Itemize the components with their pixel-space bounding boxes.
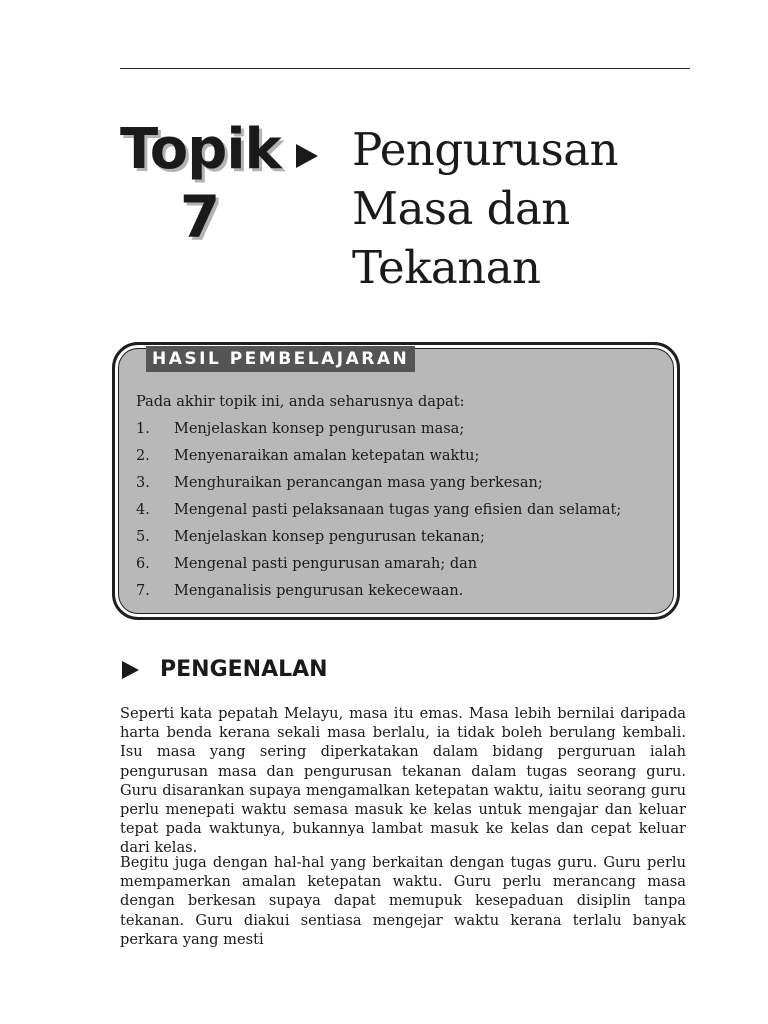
outcome-text: Menjelaskan konsep pengurusan tekanan; (174, 529, 485, 545)
body-paragraph: Seperti kata pepatah Melayu, masa itu emas. Masa lebih bernilai daripada harta benda kerana sekali masa berlalu, ia tidak boleh berulang kembali. Isu masa yang sering diperkatakan dalam bidang perguruan ialah pengurusan masa dan pengurusan tekanan dalam tugas seorang guru. Guru disarankan supaya mengamalkan ketepatan waktu, iaitu seorang guru perlu menepati waktu semasa masuk ke kelas untuk mengajar dan keluar tepat pada waktunya, bukannya lambat masuk ke kelas dan cepat keluar dari kelas. (120, 705, 686, 857)
outcome-text: Menjelaskan konsep pengurusan masa; (174, 421, 465, 437)
outcome-item (136, 419, 621, 446)
topic-word: Topik (120, 117, 281, 182)
outcome-text: Mengenal pasti pengurusan amarah; dan (174, 556, 478, 572)
outcome-text: Menghuraikan perancangan masa yang berkesan; (174, 475, 543, 491)
outcome-text: Mengenal pasti pelaksanaan tugas yang efisien dan selamat; (174, 502, 622, 518)
learning-outcomes-list (136, 419, 621, 608)
outcome-number: 5. (136, 529, 150, 545)
top-rule (120, 68, 690, 69)
outcome-text: Menyenaraikan amalan ketepatan waktu; (174, 448, 480, 464)
section-arrow-icon (122, 661, 139, 679)
outcome-number: 1. (136, 421, 150, 437)
outcome-number: 6. (136, 556, 150, 572)
page-title (352, 120, 752, 297)
outcome-item (136, 500, 621, 527)
outcome-number: 7. (136, 583, 150, 599)
topic-label (120, 118, 280, 252)
title-arrow-icon (296, 144, 318, 168)
learning-outcomes-heading: HASIL PEMBELAJARAN (146, 346, 415, 372)
outcome-number: 3. (136, 475, 150, 491)
body-paragraph: Begitu juga dengan hal-hal yang berkaitan dengan tugas guru. Guru perlu mempamerkan amalan ketepatan waktu. Guru perlu merancang masa dengan berkesan supaya dapat memupuk kesepaduan disiplin tanpa tekanan. Guru diakui sentiasa mengejar waktu kerana terlalu banyak perkara yang mesti (120, 854, 686, 948)
outcome-item (136, 581, 621, 608)
topic-number: 7 (179, 183, 221, 251)
outcome-number: 4. (136, 502, 150, 518)
title-line: Pengurusan (352, 123, 619, 176)
title-line: Masa dan (352, 182, 570, 235)
section-heading: PENGENALAN (160, 657, 328, 682)
outcome-text: Menganalisis pengurusan kekecewaan. (174, 583, 464, 599)
outcome-item (136, 527, 621, 554)
outcome-item (136, 554, 621, 581)
title-line: Tekanan (352, 241, 541, 294)
outcome-number: 2. (136, 448, 150, 464)
outcome-item (136, 473, 621, 500)
learning-outcomes-intro: Pada akhir topik ini, anda seharusnya dapat: (136, 394, 465, 410)
outcome-item (136, 446, 621, 473)
